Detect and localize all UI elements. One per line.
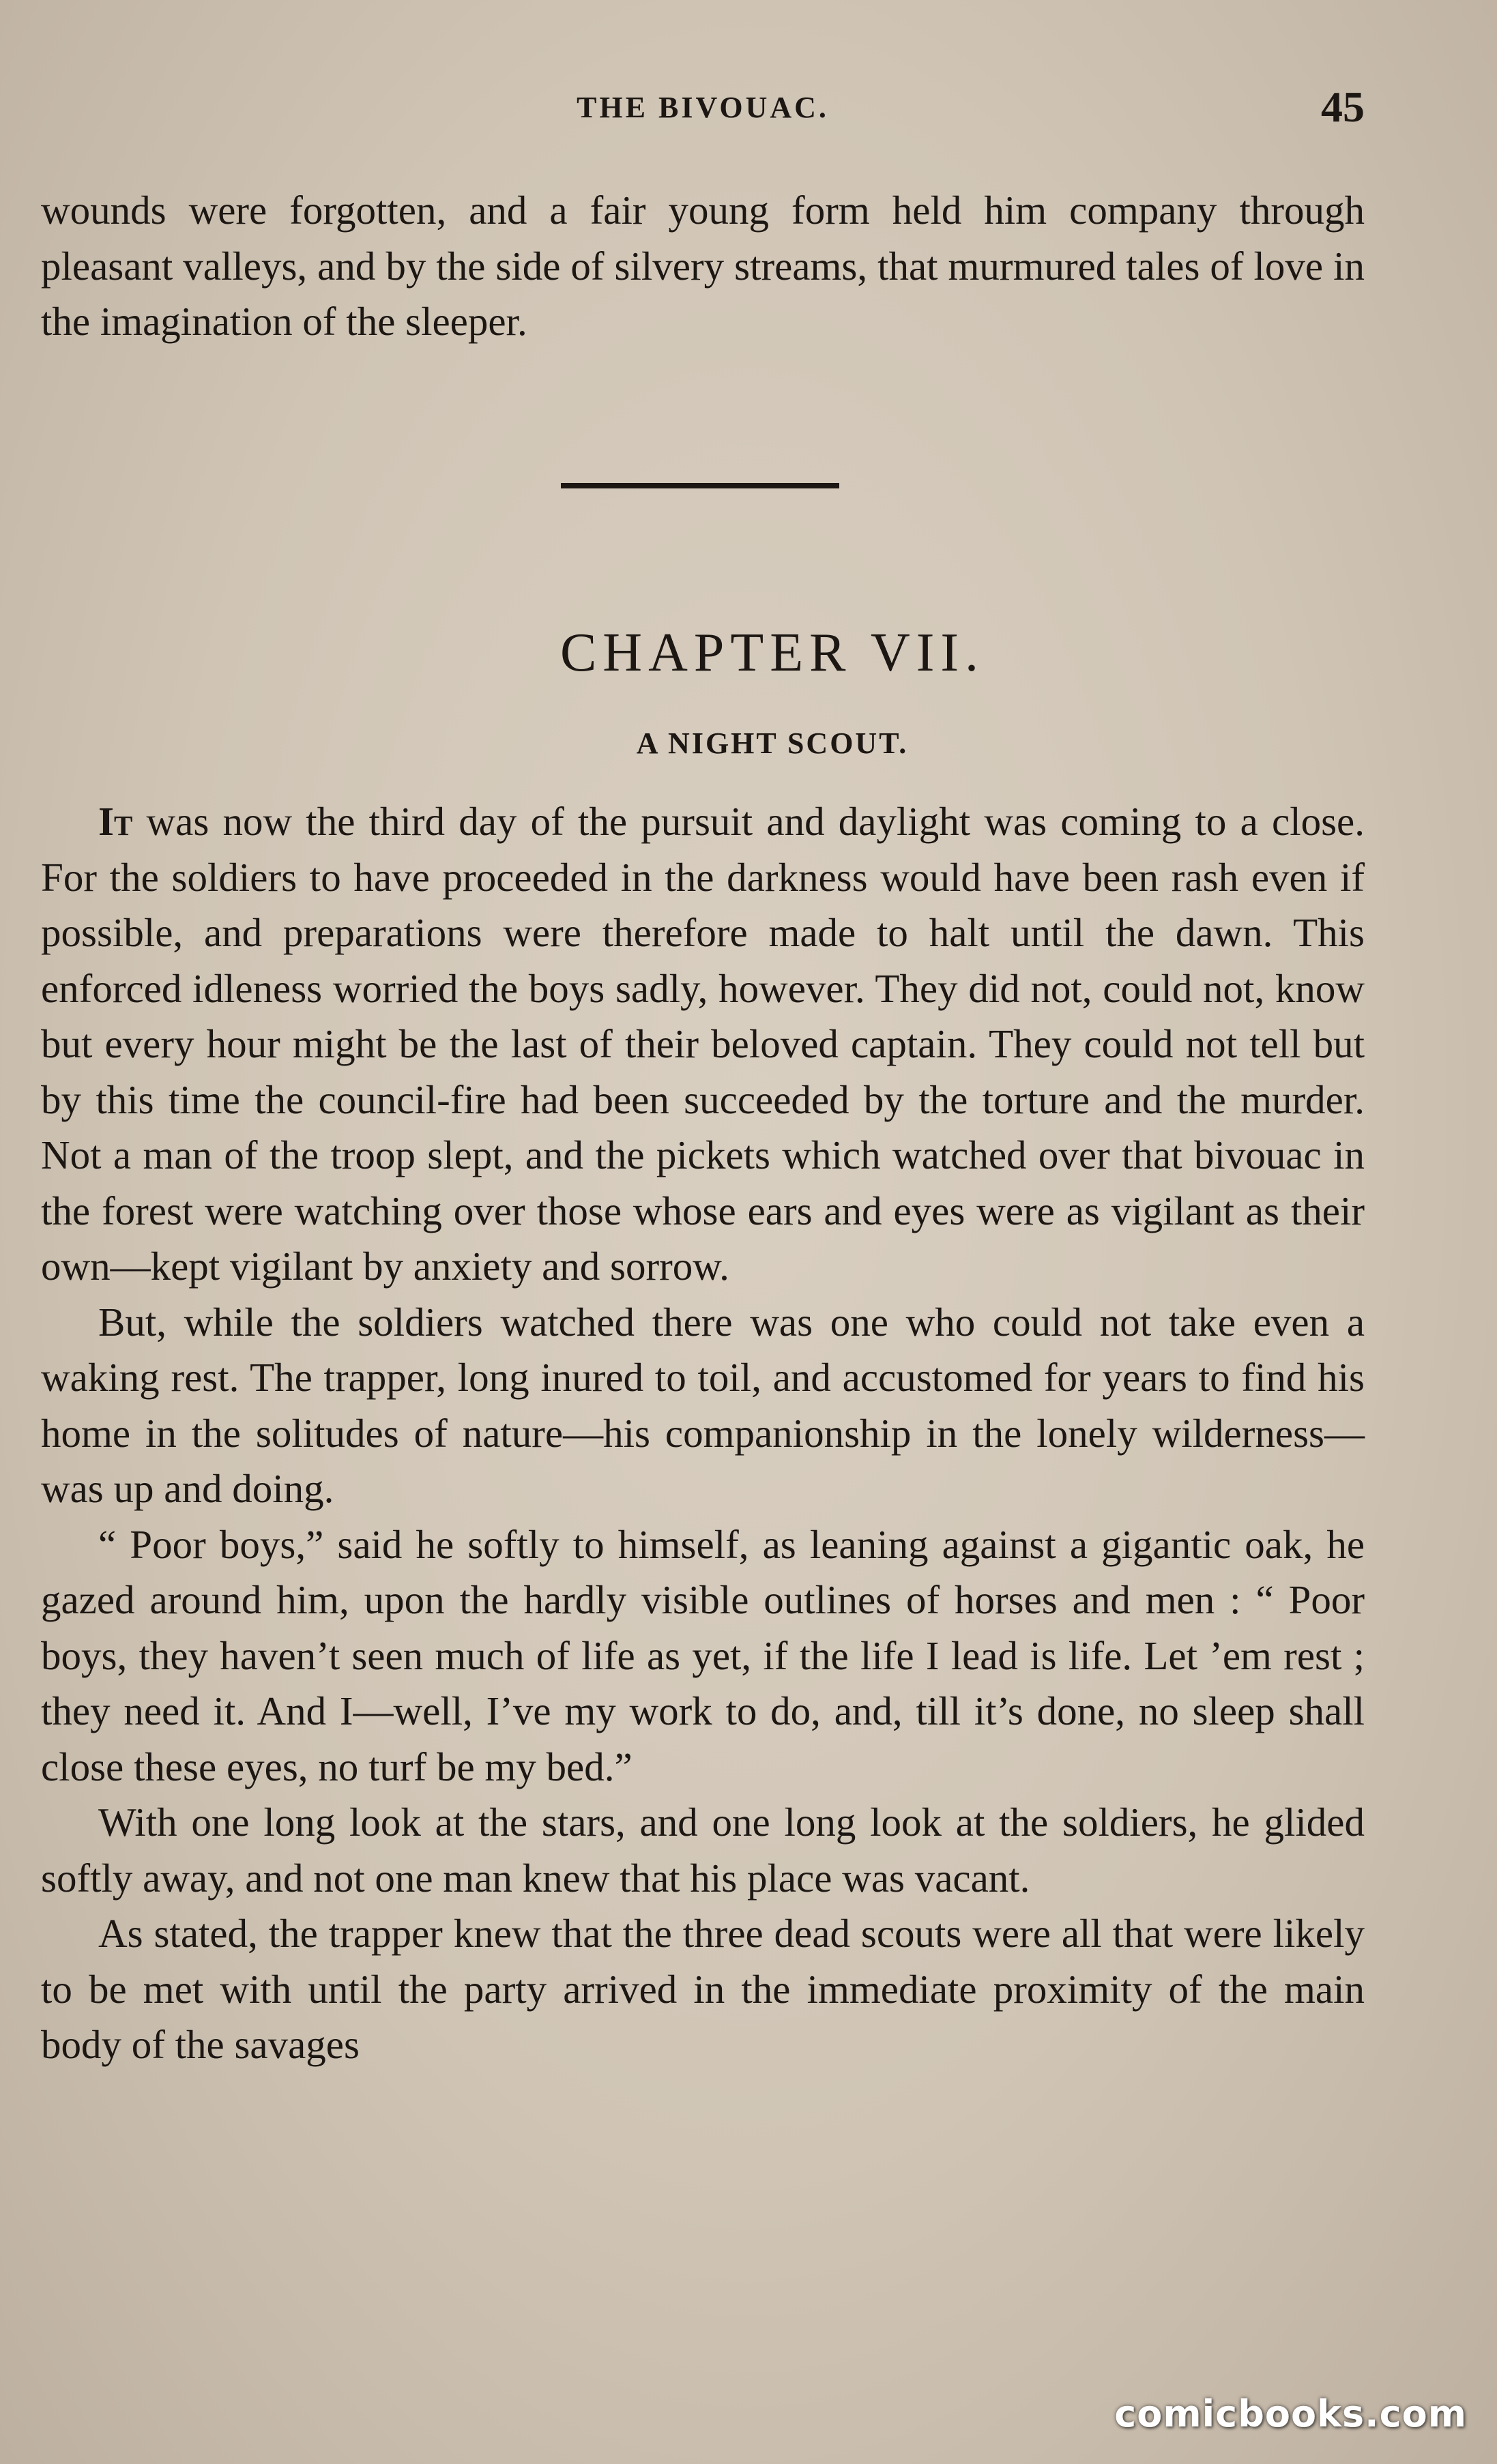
opening-paragraph: wounds were forgotten, and a fair young form held him company through pleasant valleys, and by the side of silvery streams, that murmured tales of love in the imagination of the sleeper.	[41, 188, 1365, 344]
opening-paragraph-block	[41, 183, 1365, 350]
chapter-title: CHAPTER VII.	[559, 623, 985, 683]
chapter-paragraph: As stated, the trapper knew that the three dead scouts were all that were likely to be met with until the party arrived in the immediate proximity of the main body of the savages	[41, 1911, 1365, 2067]
chapter-subtitle: A NIGHT SCOUT.	[636, 727, 909, 760]
running-title: THE BIVOUAC.	[577, 91, 829, 124]
chapter-paragraph: “ Poor boys,” said he softly to himself, as leaning against a gigantic oak, he gazed around him, upon the hardly visible outlines of horses and men : “ Poor boys, they haven’t seen much of life as yet, if the life I lead is life. Let ’em rest ; they need it. And I—well, I’ve my work to do, and, till it’s done, no sleep shall close these eyes, no turf be my bed.”	[41, 1521, 1365, 1789]
chapter-body	[41, 794, 1365, 2073]
drop-lead: It	[98, 799, 133, 844]
chapter-paragraph: But, while the soldiers watched there was one who could not take even a waking rest. The trapper, long inured to toil, and accustomed for years to find his home in the solitudes of nature—his companionship in the lonely wilderness—was up and doing.	[41, 1299, 1365, 1511]
chapter-paragraph	[41, 794, 1365, 1295]
chapter-paragraph: With one long look at the stars, and one long look at the soldiers, he glided softly away, and not one man knew that his place was vacant.	[41, 1800, 1365, 1901]
section-divider	[561, 483, 839, 488]
page-number: 45	[1321, 83, 1365, 131]
paragraph-text: was now the third day of the pursuit and daylight was coming to a close. For the soldiers to have proceeded in the darkness would have been rash even if possible, and preparations were therefore made to halt until the dawn. This enforced idleness worried the boys sadly, however. They did not, could not, know but every hour might be the last of their beloved captain. They could not tell but by this time the council-fire had been succeeded by the torture and the murder. Not a man of the troop slept, and the pickets which watched over that bivouac in the forest were watching over those whose ears and eyes were as vigilant as their own—kept vigilant by anxiety and sorrow.	[41, 799, 1365, 1289]
running-header	[41, 83, 1365, 135]
watermark: comicbooks.com	[1114, 2392, 1467, 2435]
